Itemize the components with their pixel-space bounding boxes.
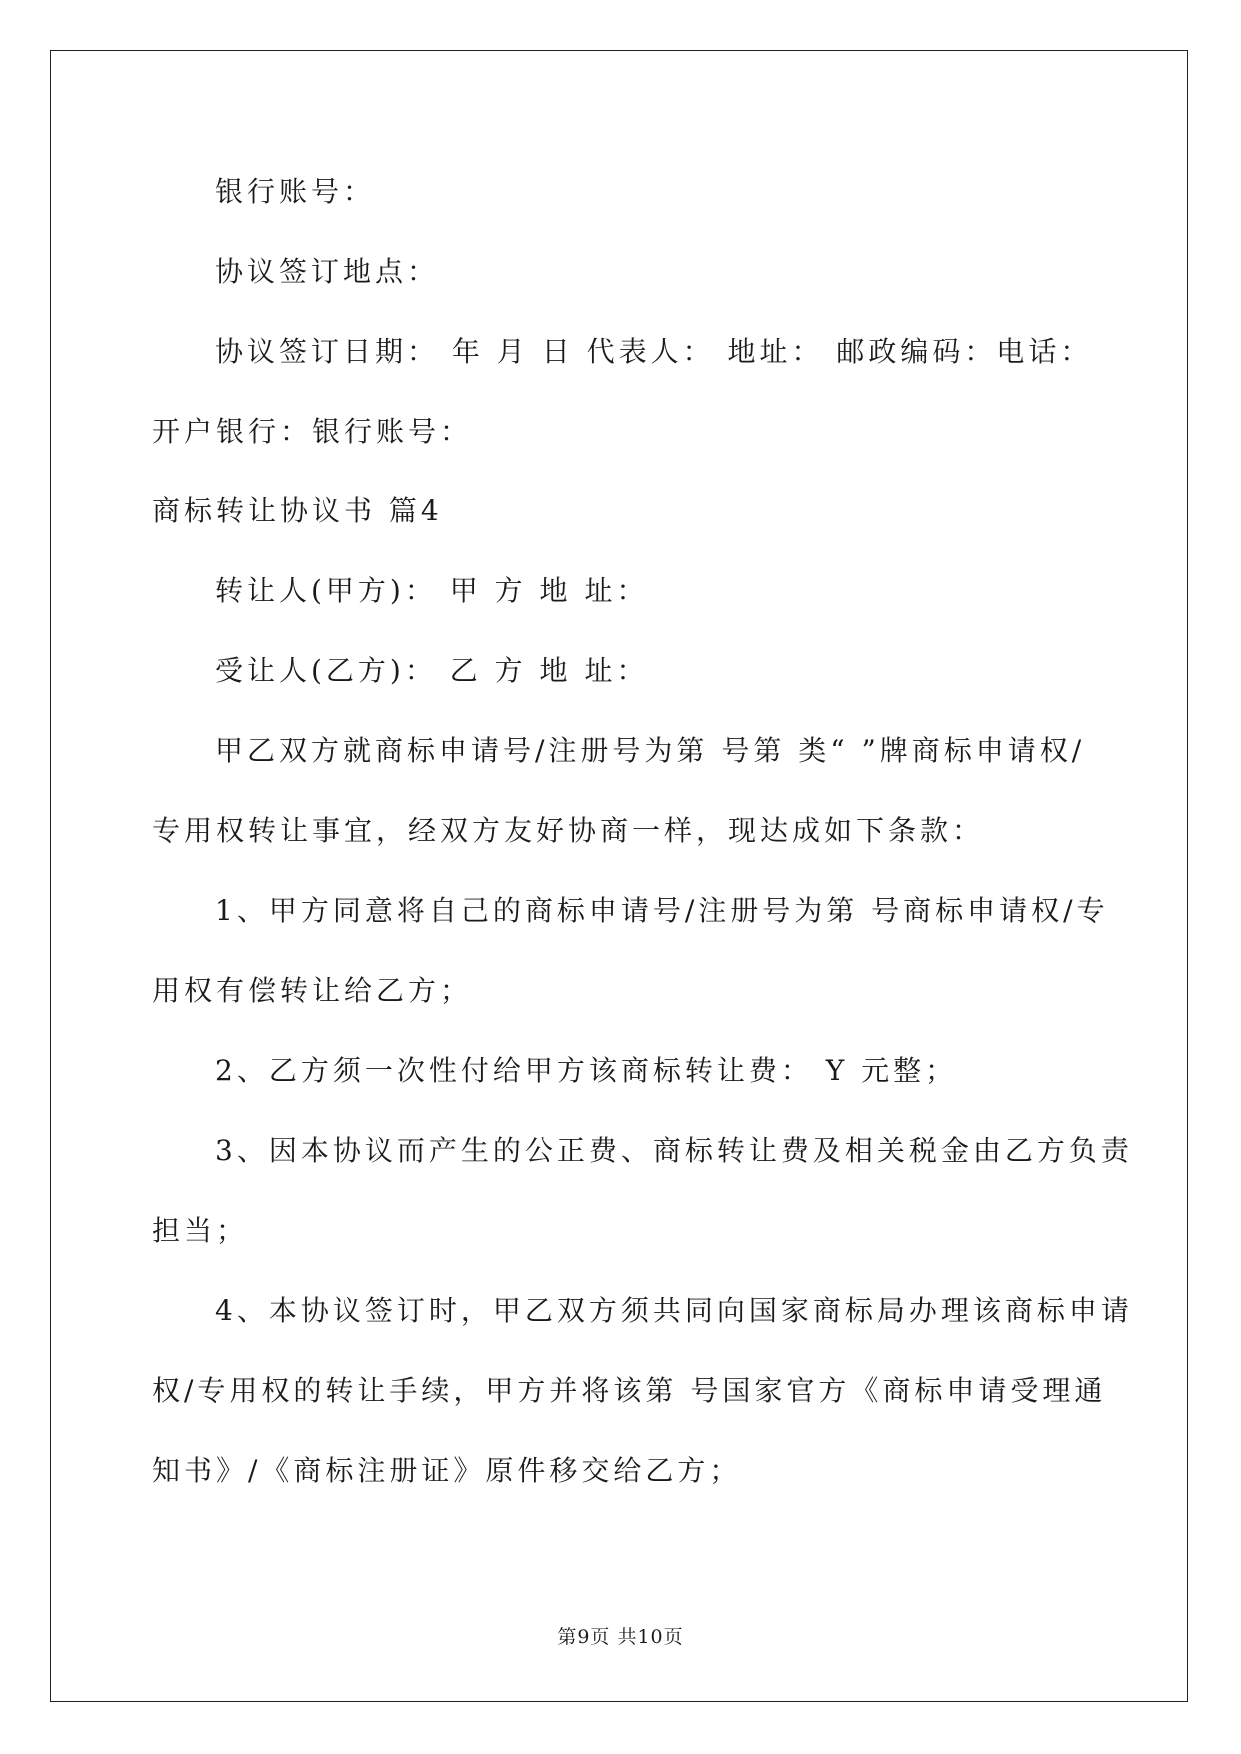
text-line: 银行账号：: [215, 175, 376, 208]
section-heading: 商标转让协议书 篇4: [152, 494, 443, 527]
clause-line: 知书》/《商标注册证》原件移交给乙方；: [152, 1454, 742, 1487]
text-line: 协议签订地点：: [215, 255, 440, 288]
clause-line: 4、本协议签订时，甲乙双方须共同向国家商标局办理该商标申请: [215, 1294, 1133, 1327]
clause-line: 担当；: [152, 1214, 249, 1247]
clause-line: 3、因本协议而产生的公正费、商标转让费及相关税金由乙方负责: [215, 1134, 1133, 1167]
text-line: 转让人(甲方)： 甲 方 地 址：: [215, 574, 649, 607]
clause-line: 用权有偿转让给乙方；: [152, 974, 473, 1007]
clause-line: 1、甲方同意将自己的商标申请号/注册号为第 号商标申请权/专: [215, 894, 1109, 927]
text-line: 协议签订日期： 年 月 日 代表人： 地址： 邮政编码：电话：: [215, 335, 1093, 368]
paragraph-line: 甲乙双方就商标申请号/注册号为第 号第 类“ ”牌商标申请权/: [215, 734, 1086, 767]
page-number-footer: 第9页 共10页: [557, 1626, 684, 1648]
clause-line: 2、乙方须一次性付给甲方该商标转让费： Y 元整；: [215, 1054, 958, 1087]
text-line: 开户银行：银行账号：: [152, 415, 473, 448]
clause-line: 权/专用权的转让手续，甲方并将该第 号国家官方《商标申请受理通: [152, 1374, 1107, 1407]
paragraph-line: 专用权转让事宜，经双方友好协商一样，现达成如下条款：: [152, 814, 985, 847]
text-line: 受让人(乙方)： 乙 方 地 址：: [215, 654, 649, 687]
